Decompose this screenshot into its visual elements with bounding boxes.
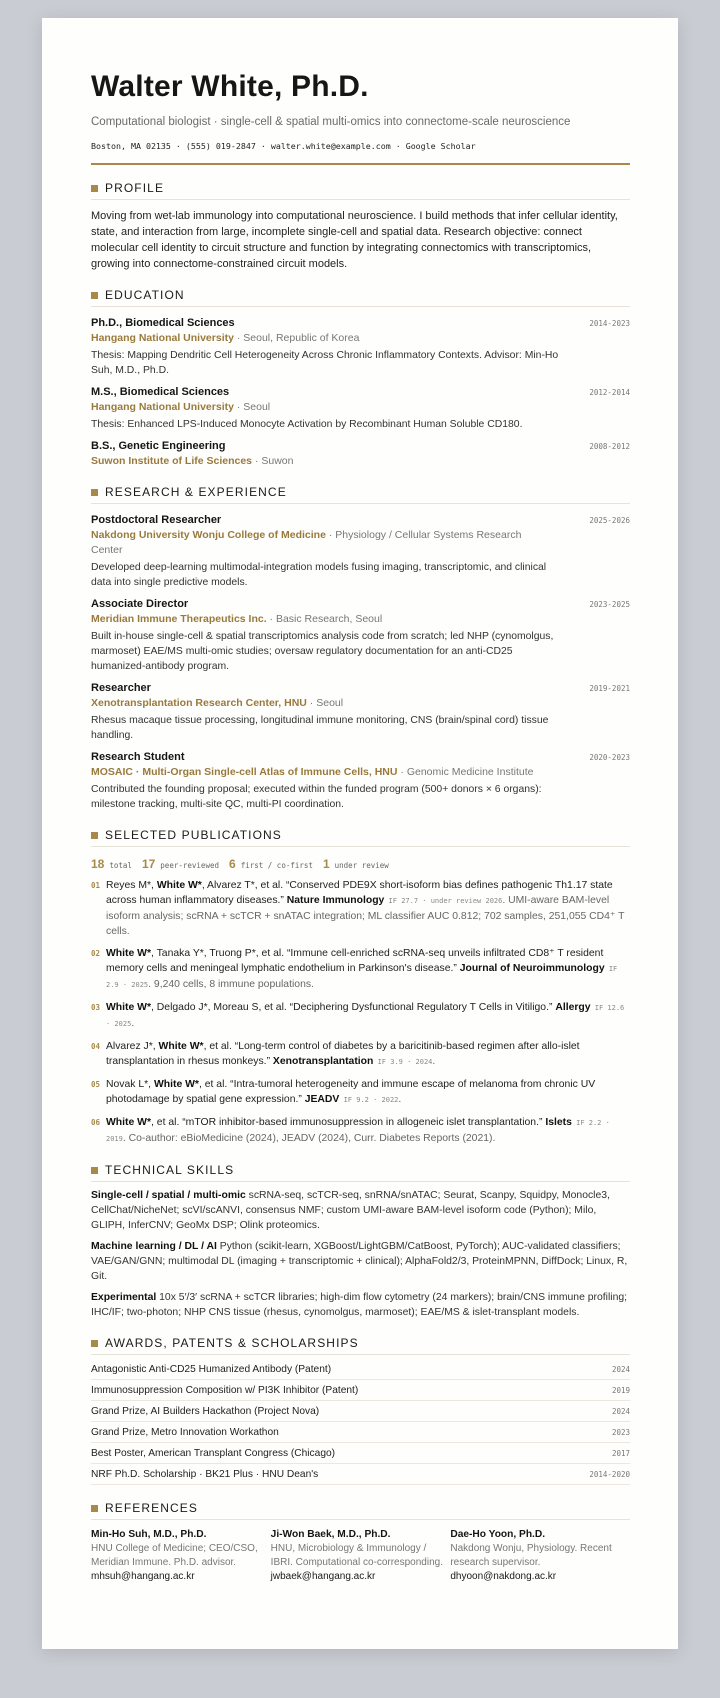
citation-text: , Delgado J*, Moreau S, et al. “Deciphering Dysfunctional Regulatory T Cells in Vitiligo.”	[151, 1002, 556, 1013]
skill-group	[91, 1290, 630, 1320]
award-label: Grand Prize, AI Builders Hackathon (Project Nova)	[91, 1406, 320, 1417]
journal-name: Allergy	[555, 1002, 591, 1013]
skill-text: scRNA-seq, scTCR-seq, snRNA/snATAC; Seurat, Scanpy, Squidpy, Monocle3, CellChat/NicheNet; scVI/scANVI, consensus NMF; custom UMI-aware BAM-level isoform code (Python); Milo, GLIPH, InferCNV; GeoMx DSP; Olink proteomics.	[91, 1190, 610, 1231]
section-title: RESEARCH & EXPERIENCE	[105, 485, 287, 499]
department: · Genomic Medicine Institute	[397, 766, 534, 778]
square-bullet-icon	[91, 489, 98, 496]
entry-date: 2012-2014	[589, 388, 630, 397]
publication-number: 06	[91, 1118, 101, 1127]
self-author: White W*	[153, 1079, 199, 1090]
header-rule	[91, 163, 630, 165]
publication-note: . 9,240 cells, 8 immune populations.	[148, 979, 314, 990]
experience-entry	[91, 750, 630, 812]
entry-description: Thesis: Enhanced LPS-Induced Monocyte Activation by Recombinant Human Soluble CD180.	[91, 419, 523, 430]
square-bullet-icon	[91, 1505, 98, 1512]
entry-description: Thesis: Mapping Dendritic Cell Heterogeneity Across Chronic Inflammatory Contexts. Advisor: Min-Ho Suh, M.D., Ph.D.	[91, 350, 559, 376]
square-bullet-icon	[91, 832, 98, 839]
role-title: Researcher	[91, 682, 151, 694]
citation-text: , et al. “Long-term control of diabetes by a baricitinib-based regimen after allo-islet transplantation in rhesus monkeys.”	[106, 1041, 580, 1067]
publication-note: . UMI-aware BAM-level isoform analysis; scRNA + scTCR + snATAC integration; ML classifier AUC 0.812; 702 samples, 251,055 CD4⁺ T cells.	[106, 895, 625, 937]
stat-value: 1	[322, 857, 330, 871]
award-label: Grand Prize, Metro Innovation Workathon	[91, 1427, 279, 1438]
degree-title: B.S., Genetic Engineering	[91, 440, 226, 452]
reference-affiliation: Nakdong Wonju, Physiology. Recent research supervisor.	[450, 1543, 612, 1568]
stat-label: peer-reviewed	[160, 861, 219, 870]
references-list	[91, 1528, 630, 1584]
institution: Suwon Institute of Life Sciences	[91, 455, 253, 467]
skill-text: 10x 5′/3′ scRNA + scTCR libraries; high-dim flow cytometry (24 markers); brain/CNS immune profiling; IHC/IF; two-photon; NHP CNS tissue (rhesus, cynomolgus, marmoset); EAE/MS & islet-transplant models.	[91, 1292, 628, 1318]
skill-group	[91, 1188, 630, 1233]
award-row	[91, 1443, 630, 1464]
section-title: PROFILE	[105, 181, 165, 195]
publication-item	[91, 1000, 630, 1032]
reference-card	[450, 1528, 630, 1584]
self-author: White W*	[158, 1041, 204, 1052]
publication-number: 04	[91, 1042, 101, 1051]
institution: Hangang National University	[91, 332, 234, 344]
reference-email[interactable]: mhsuh@hangang.ac.kr	[91, 1571, 195, 1582]
organization: Meridian Immune Therapeutics Inc.	[91, 613, 267, 625]
citation-text: , et al. “mTOR inhibitor-based immunosuppression in allogeneic islet transplantation.”	[151, 1117, 546, 1128]
section-heading	[91, 288, 630, 307]
impact-factor: IF 12.6 · 2025	[106, 1004, 625, 1028]
institution: Hangang National University	[91, 401, 234, 413]
skill-group	[91, 1239, 630, 1284]
awards-list	[91, 1359, 630, 1485]
reference-affiliation: HNU College of Medicine; CEO/CSO, Meridian Immune. Ph.D. advisor.	[91, 1543, 258, 1568]
publication-item	[91, 946, 630, 993]
journal-name: Islets	[545, 1117, 572, 1128]
degree-title: M.S., Biomedical Sciences	[91, 386, 230, 398]
organization: Xenotransplantation Research Center, HNU	[91, 697, 307, 709]
stat-label: first / co-first	[240, 861, 313, 870]
entry-date: 2019-2021	[589, 684, 630, 693]
publication-number: 02	[91, 949, 101, 958]
square-bullet-icon	[91, 1167, 98, 1174]
stat-value: 17	[141, 857, 156, 871]
reference-affiliation: HNU, Microbiology & Immunology / IBRI. Computational co-corresponding.	[270, 1543, 443, 1568]
coauthors: Reyes M*,	[106, 880, 157, 891]
education-entry	[91, 439, 630, 469]
department: · Basic Research, Seoul	[266, 613, 383, 625]
section-title: REFERENCES	[105, 1501, 199, 1515]
organization: MOSAIC · Multi-Organ Single-cell Atlas of Immune Cells, HNU	[91, 766, 398, 778]
citation-text: , Alvarez T*, et al. “Conserved PDE9X short-isoform bias defines pathogenic Th1.17 state across human inflammatory diseases.”	[106, 880, 613, 906]
journal-name: Xenotransplantation	[272, 1056, 374, 1067]
role-title: Research Student	[91, 751, 185, 763]
section-heading	[91, 1336, 630, 1355]
award-date: 2023	[611, 1428, 630, 1437]
self-author: White W*	[106, 1002, 152, 1013]
stat-value: 18	[91, 857, 105, 871]
award-date: 2024	[611, 1365, 630, 1374]
square-bullet-icon	[91, 292, 98, 299]
journal-name: JEADV	[304, 1094, 340, 1105]
skill-label: Machine learning / DL / AI	[91, 1241, 217, 1252]
publication-item	[91, 878, 630, 939]
reference-card	[91, 1528, 271, 1584]
department: · Seoul	[306, 697, 344, 709]
publication-item	[91, 1039, 630, 1070]
section-title: SELECTED PUBLICATIONS	[105, 828, 282, 842]
citation-text: , et al. “Intra-tumoral heterogeneity and immune escape of melanoma from chronic UV photodamage by spatial gene expression.”	[106, 1079, 596, 1105]
department: · Physiology / Cellular Systems Research Center	[91, 529, 522, 556]
skill-label: Experimental	[91, 1292, 157, 1303]
award-date: 2014-2020	[589, 1470, 630, 1479]
publication-list	[91, 878, 630, 1147]
location: · Seoul	[233, 401, 271, 413]
awards-section	[91, 1336, 630, 1485]
award-date: 2024	[611, 1407, 630, 1416]
role-title: Associate Director	[91, 598, 189, 610]
publication-number: 01	[91, 881, 101, 890]
publication-item	[91, 1115, 630, 1147]
entry-date: 2020-2023	[589, 753, 630, 762]
entry-date: 2008-2012	[589, 442, 630, 451]
profile-text: Moving from wet-lab immunology into computational neuroscience. I build methods that infer cellular identity, state, and interaction from large, incomplete single-cell and spatial data. Research objective: connect molecular cell identity to circuit structure and function by integrating connectomics with transcriptomics, growing into connectome-constrained circuit models.	[91, 210, 618, 270]
self-author: White W*	[106, 1117, 152, 1128]
square-bullet-icon	[91, 185, 98, 192]
section-heading	[91, 828, 630, 847]
stat-value: 6	[229, 857, 236, 871]
degree-title: Ph.D., Biomedical Sciences	[91, 317, 235, 329]
section-title: EDUCATION	[105, 288, 185, 302]
entry-description: Rhesus macaque tissue processing, longitudinal immune monitoring, CNS (brain/spinal cord) tissue handling.	[91, 715, 549, 741]
entry-date: 2025-2026	[589, 516, 630, 525]
award-label: NRF Ph.D. Scholarship · BK21 Plus · HNU Dean's	[91, 1469, 319, 1480]
location: · Seoul, Republic of Korea	[233, 332, 360, 344]
impact-factor: IF 27.7 · under review 2026	[384, 897, 503, 905]
publication-note: . Co-author: eBioMedicine (2024), JEADV (2024), Curr. Diabetes Reports (2021).	[122, 1133, 496, 1144]
self-author: White W*	[106, 948, 152, 959]
square-bullet-icon	[91, 1340, 98, 1347]
award-date: 2017	[611, 1449, 630, 1458]
candidate-name: Walter White, Ph.D.	[91, 70, 369, 103]
award-label: Best Poster, American Transplant Congress (Chicago)	[91, 1448, 336, 1459]
publication-number: 05	[91, 1080, 101, 1089]
journal-name: Journal of Neuroimmunology	[459, 963, 605, 974]
profile-section	[91, 181, 630, 272]
publication-note: .	[432, 1056, 436, 1067]
publication-note: .	[131, 1018, 135, 1029]
entry-description: Built in-house single-cell & spatial transcriptomics analysis code from scratch; led NHP (cynomolgus, marmoset) EAE/MS multi-omic studies; oversaw regulatory documentation for an anti-CD25 humanized-antibody program.	[91, 631, 554, 672]
experience-list	[91, 513, 630, 812]
role-title: Postdoctoral Researcher	[91, 514, 222, 526]
contact-line: Boston, MA 02135 · (555) 019-2847 · walter.white@example.com · Google Scholar	[91, 141, 476, 151]
impact-factor: IF 3.9 · 2024	[373, 1058, 433, 1066]
education-section	[91, 288, 630, 469]
publication-item	[91, 1077, 630, 1108]
entry-description: Contributed the founding proposal; executed within the funded program (500+ donors × 6 organs): milestone tracking, multi-site QC, multi-PI coordination.	[91, 784, 542, 810]
experience-entry	[91, 597, 630, 674]
entry-date: 2023-2025	[589, 600, 630, 609]
skills-section	[91, 1163, 630, 1320]
section-heading	[91, 485, 630, 504]
experience-section	[91, 485, 630, 812]
award-label: Antagonistic Anti-CD25 Humanized Antibody (Patent)	[91, 1364, 332, 1375]
impact-factor: IF 2.2 · 2019	[106, 1119, 610, 1143]
section-title: TECHNICAL SKILLS	[105, 1163, 235, 1177]
award-date: 2019	[611, 1386, 630, 1395]
section-heading	[91, 1163, 630, 1182]
reference-email[interactable]: dhyoon@nakdong.ac.kr	[450, 1571, 557, 1582]
education-list	[91, 316, 630, 469]
reference-email[interactable]: jwbaek@hangang.ac.kr	[270, 1571, 376, 1582]
award-label: Immunosuppression Composition w/ PI3K Inhibitor (Patent)	[91, 1385, 359, 1396]
tagline: Computational biologist · single-cell & spatial multi-omics into connectome-scale neuroscience	[91, 116, 571, 128]
impact-factor: IF 2.9 · 2025	[106, 965, 618, 989]
self-author: White W*	[156, 880, 202, 891]
stat-label: total	[109, 861, 132, 870]
experience-entry	[91, 681, 630, 743]
publication-number: 03	[91, 1003, 101, 1012]
skill-label: Single-cell / spatial / multi-omic	[91, 1190, 246, 1201]
resume-page	[42, 18, 678, 1649]
section-heading	[91, 1501, 630, 1520]
references-section	[91, 1501, 630, 1584]
section-title: AWARDS, PATENTS & SCHOLARSHIPS	[105, 1336, 359, 1350]
coauthors: Alvarez J*,	[106, 1041, 159, 1052]
journal-name: Nature Immunology	[286, 895, 385, 906]
skill-text: Python (scikit-learn, XGBoost/LightGBM/CatBoost, PyTorch); AUC-validated classifiers; VAE/GAN/GNN; multimodal DL (imaging + transcriptomic + clinical); AlphaFold2/3, ProteinMPNN, DiffDock; Linux, R, Git.	[91, 1241, 628, 1282]
education-entry	[91, 316, 630, 378]
impact-factor: IF 9.2 · 2022	[339, 1096, 399, 1104]
reference-card	[271, 1528, 451, 1584]
education-entry	[91, 385, 630, 432]
stat-label: under review	[334, 861, 389, 870]
entry-description: Developed deep-learning multimodal-integration models fusing imaging, transcriptomic, and clinical data into single predictive models.	[91, 562, 547, 588]
award-row	[91, 1359, 630, 1380]
award-row	[91, 1422, 630, 1443]
reference-name: Min-Ho Suh, M.D., Ph.D.	[91, 1529, 207, 1540]
section-heading	[91, 181, 630, 200]
reference-name: Ji-Won Baek, M.D., Ph.D.	[270, 1529, 391, 1540]
publications-section	[91, 828, 630, 1147]
reference-name: Dae-Ho Yoon, Ph.D.	[450, 1529, 546, 1540]
organization: Nakdong University Wonju College of Medicine	[91, 529, 326, 541]
award-row	[91, 1401, 630, 1422]
citation-text: , Tanaka Y*, Truong P*, et al. “Immune cell-enriched scRNA-seq unveils infiltrated CD8⁺ T resident memory cells and meningeal lymphatic endothelium in Parkinson's disease.”	[106, 948, 604, 974]
experience-entry	[91, 513, 630, 590]
publication-stats	[91, 857, 630, 871]
coauthors: Novak L*,	[106, 1079, 154, 1090]
award-row	[91, 1380, 630, 1401]
entry-date: 2014-2023	[589, 319, 630, 328]
award-row	[91, 1464, 630, 1485]
publication-note: .	[398, 1094, 402, 1105]
location: · Suwon	[252, 455, 294, 467]
